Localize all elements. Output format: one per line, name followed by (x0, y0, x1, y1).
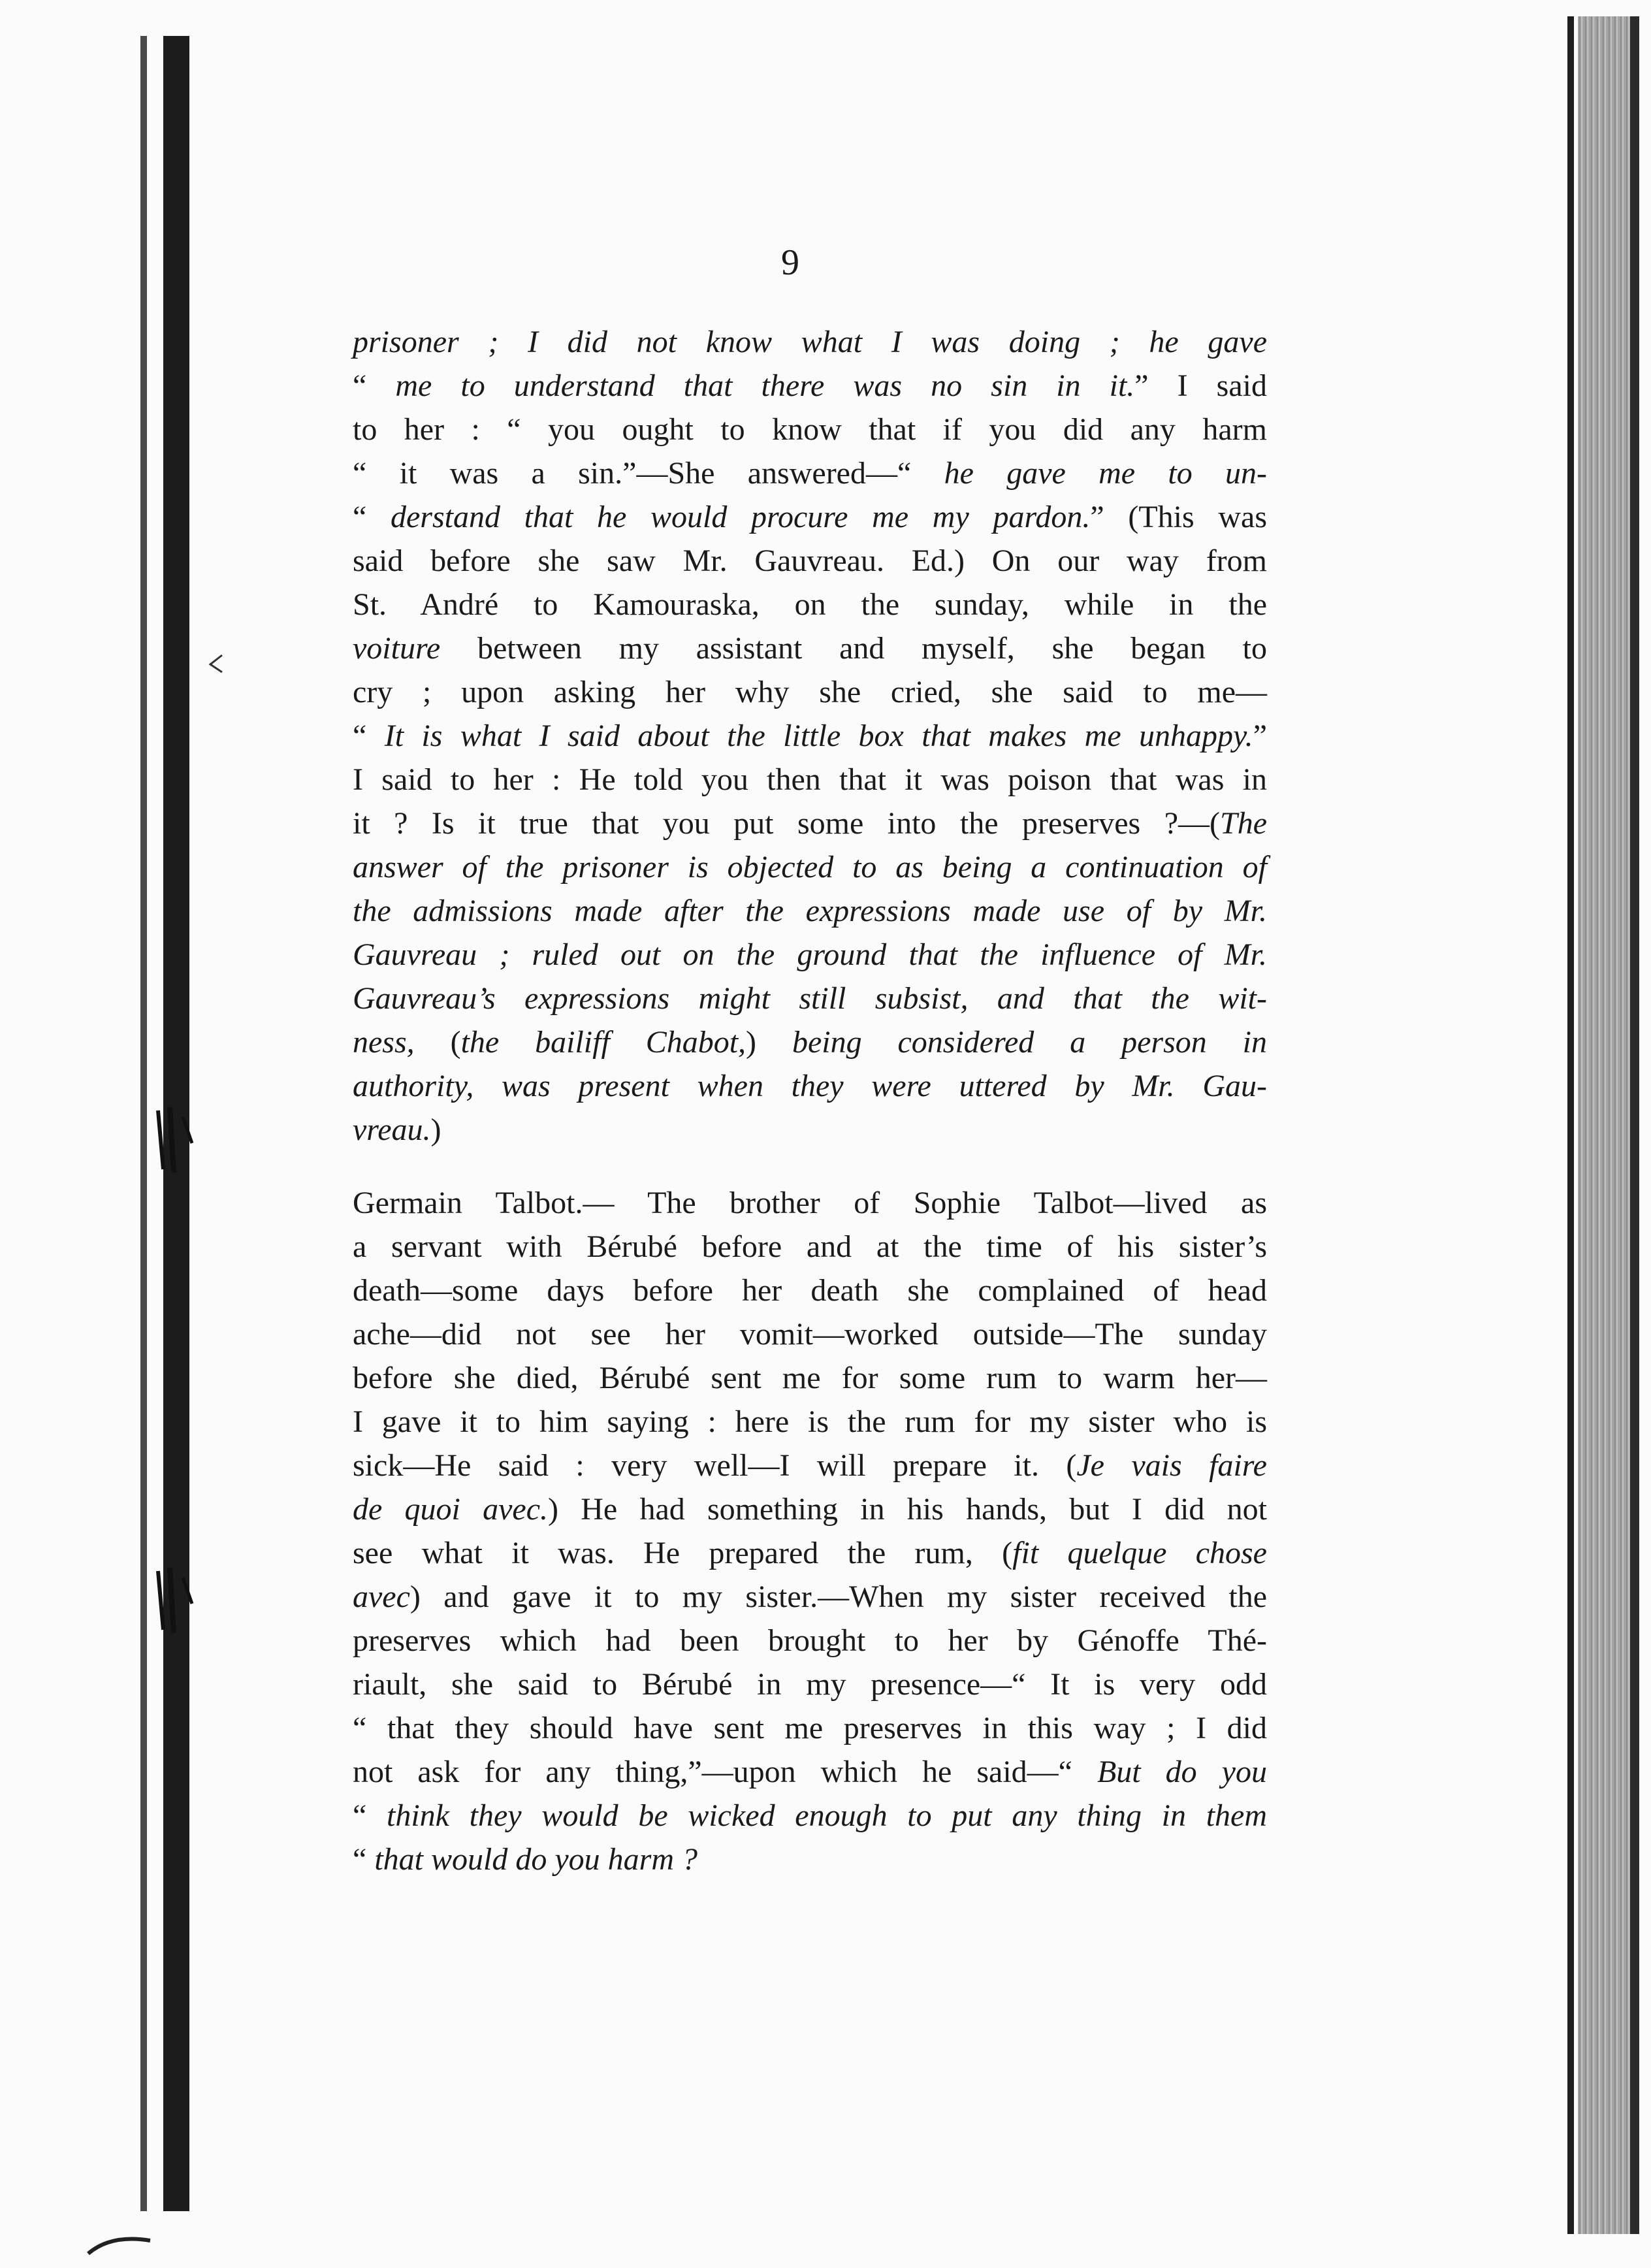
text-segment: death—some days before her death she complained of head (353, 1273, 1267, 1308)
text-segment: preserves which had been brought to her by Génoffe Thé- (353, 1623, 1267, 1658)
text-segment: it ? Is it true that you put some into the preserves ?—( (353, 806, 1220, 841)
text-line (353, 933, 1267, 977)
italic-segment: avec (353, 1580, 410, 1614)
italic-segment: It is what I said about the little box that makes me unhappy. (384, 719, 1253, 753)
text-line (353, 1444, 1267, 1487)
text-segment: ) He had something in his hands, but I did not (548, 1492, 1267, 1527)
text-segment: “ (353, 1842, 375, 1877)
text-segment: “ (353, 500, 391, 534)
text-segment: not ask for any thing,”—upon which he said—“ (353, 1755, 1097, 1789)
text-segment: ) and gave it to my sister.—When my sister received the (409, 1580, 1267, 1614)
text-segment: ” (This was (1090, 500, 1267, 534)
italic-segment: Je vais faire (1076, 1448, 1267, 1483)
italic-segment: vreau. (353, 1112, 431, 1147)
italic-segment: prisoner ; I did not know what I was doing ; he gave (353, 325, 1267, 359)
text-segment: ) (746, 1025, 792, 1060)
italic-segment: was present when they were uttered by Mr. Gau- (502, 1069, 1268, 1103)
italic-segment: he gave me to un- (944, 456, 1268, 491)
text-line (353, 1575, 1267, 1619)
text-line (353, 1487, 1267, 1531)
text-line (353, 320, 1267, 364)
text-line (353, 758, 1267, 802)
margin-speck (202, 650, 229, 676)
text-segment: cry ; upon asking her why she cried, she said to me— (353, 675, 1267, 709)
text-line (353, 1108, 1267, 1152)
italic-segment: de quoi avec. (353, 1492, 549, 1527)
text-line (353, 1064, 1267, 1108)
italic-segment: the bailiff Chabot, (460, 1025, 746, 1060)
text-segment: riault, she said to Bérubé in my presence—“ It is very odd (353, 1667, 1267, 1702)
text-line (353, 451, 1267, 495)
text-segment: see what it was. He prepared the rum, ( (353, 1536, 1013, 1570)
text-line (353, 408, 1267, 451)
text-segment: ache—did not see her vomit—worked outside—The sunday (353, 1317, 1267, 1352)
text-segment: “ (353, 1798, 387, 1833)
text-segment: “ that they should have sent me preserves in this way ; I did (353, 1711, 1267, 1745)
binding-clip-mark-upper (152, 1104, 197, 1176)
paragraph-testimony-chabot (353, 320, 1267, 1152)
page-number: 9 (781, 242, 799, 283)
text-segment: “ (353, 719, 385, 753)
page-edges-stack (1578, 16, 1630, 2234)
italic-segment: Gauvreau’s expressions might still subsist, and that the wit- (353, 981, 1267, 1016)
text-line (353, 1312, 1267, 1356)
binding-shadow (140, 36, 147, 2211)
page-edge-dark (1567, 16, 1574, 2234)
text-line (353, 1838, 1267, 1881)
text-line (353, 1531, 1267, 1575)
corner-mark (85, 2228, 157, 2260)
text-line (353, 1356, 1267, 1400)
text-line (353, 714, 1267, 758)
page-edge-outer (1630, 16, 1639, 2234)
text-line (353, 670, 1267, 714)
italic-segment: think they would be wicked enough to put any thing in them (387, 1798, 1267, 1833)
text-line (353, 1225, 1267, 1269)
text-segment: I said to her : He told you then that it was poison that was in (353, 762, 1267, 797)
text-line (353, 626, 1267, 670)
text-segment: Germain Talbot.— The brother of Sophie Talbot—lived as (353, 1186, 1267, 1220)
text-line (353, 1181, 1267, 1225)
text-segment: St. André to Kamouraska, on the sunday, while in the (353, 587, 1267, 622)
text-segment: sick—He said : very well—I will prepare it. ( (353, 1448, 1077, 1483)
text-line (353, 845, 1267, 889)
text-segment: between my assistant and myself, she began to (440, 631, 1267, 666)
italic-segment: me to understand that there was no sin in it. (395, 368, 1135, 403)
text-segment: I gave it to him saying : here is the rum for my sister who is (353, 1404, 1267, 1439)
italic-segment: the admissions made after the expressions made use of by Mr. (353, 894, 1267, 928)
text-line (353, 364, 1267, 408)
text-segment: “ it was a sin.”—She answered—“ (353, 456, 944, 491)
text-segment: said before she saw Mr. Gauvreau. Ed.) On our way from (353, 543, 1267, 578)
text-line (353, 495, 1267, 539)
text-segment: ( (414, 1025, 461, 1060)
italic-segment: answer of the prisoner is objected to as being a continuation of (353, 850, 1267, 884)
text-segment: to her : “ you ought to know that if you did any harm (353, 412, 1267, 447)
italic-segment: fit quelque chose (1012, 1536, 1267, 1570)
text-line (353, 1269, 1267, 1312)
text-line (353, 889, 1267, 933)
text-line (353, 1750, 1267, 1794)
text-line (353, 1020, 1267, 1064)
text-segment: ” (1253, 719, 1267, 753)
text-line (353, 977, 1267, 1020)
italic-segment: ness, (353, 1025, 415, 1060)
text-line (353, 583, 1267, 626)
text-line (353, 1662, 1267, 1706)
text-line (353, 1794, 1267, 1838)
text-line (353, 1400, 1267, 1444)
text-segment (473, 1069, 502, 1103)
italic-segment: voiture (353, 631, 441, 666)
italic-segment: The (1220, 806, 1267, 841)
text-segment: ” I said (1134, 368, 1267, 403)
italic-segment: that would do you harm ? (374, 1842, 697, 1877)
text-segment: before she died, Bérubé sent me for some rum to warm her— (353, 1361, 1267, 1395)
text-line (353, 539, 1267, 583)
italic-segment: derstand that he would procure me my pardon. (391, 500, 1091, 534)
italic-segment: But do you (1097, 1755, 1267, 1789)
paragraph-testimony-germain-talbot (353, 1181, 1267, 1881)
italic-segment: being considered a person in (792, 1025, 1268, 1060)
text-segment: ) (430, 1112, 441, 1147)
italic-segment: authority, (353, 1069, 474, 1103)
text-segment: a servant with Bérubé before and at the time of his sister’s (353, 1229, 1267, 1264)
text-line (353, 802, 1267, 845)
binding-clip-mark-lower (152, 1564, 197, 1636)
text-line (353, 1706, 1267, 1750)
text-segment: “ (353, 368, 396, 403)
italic-segment: Gauvreau ; ruled out on the ground that the influence of Mr. (353, 937, 1267, 972)
text-line (353, 1619, 1267, 1662)
